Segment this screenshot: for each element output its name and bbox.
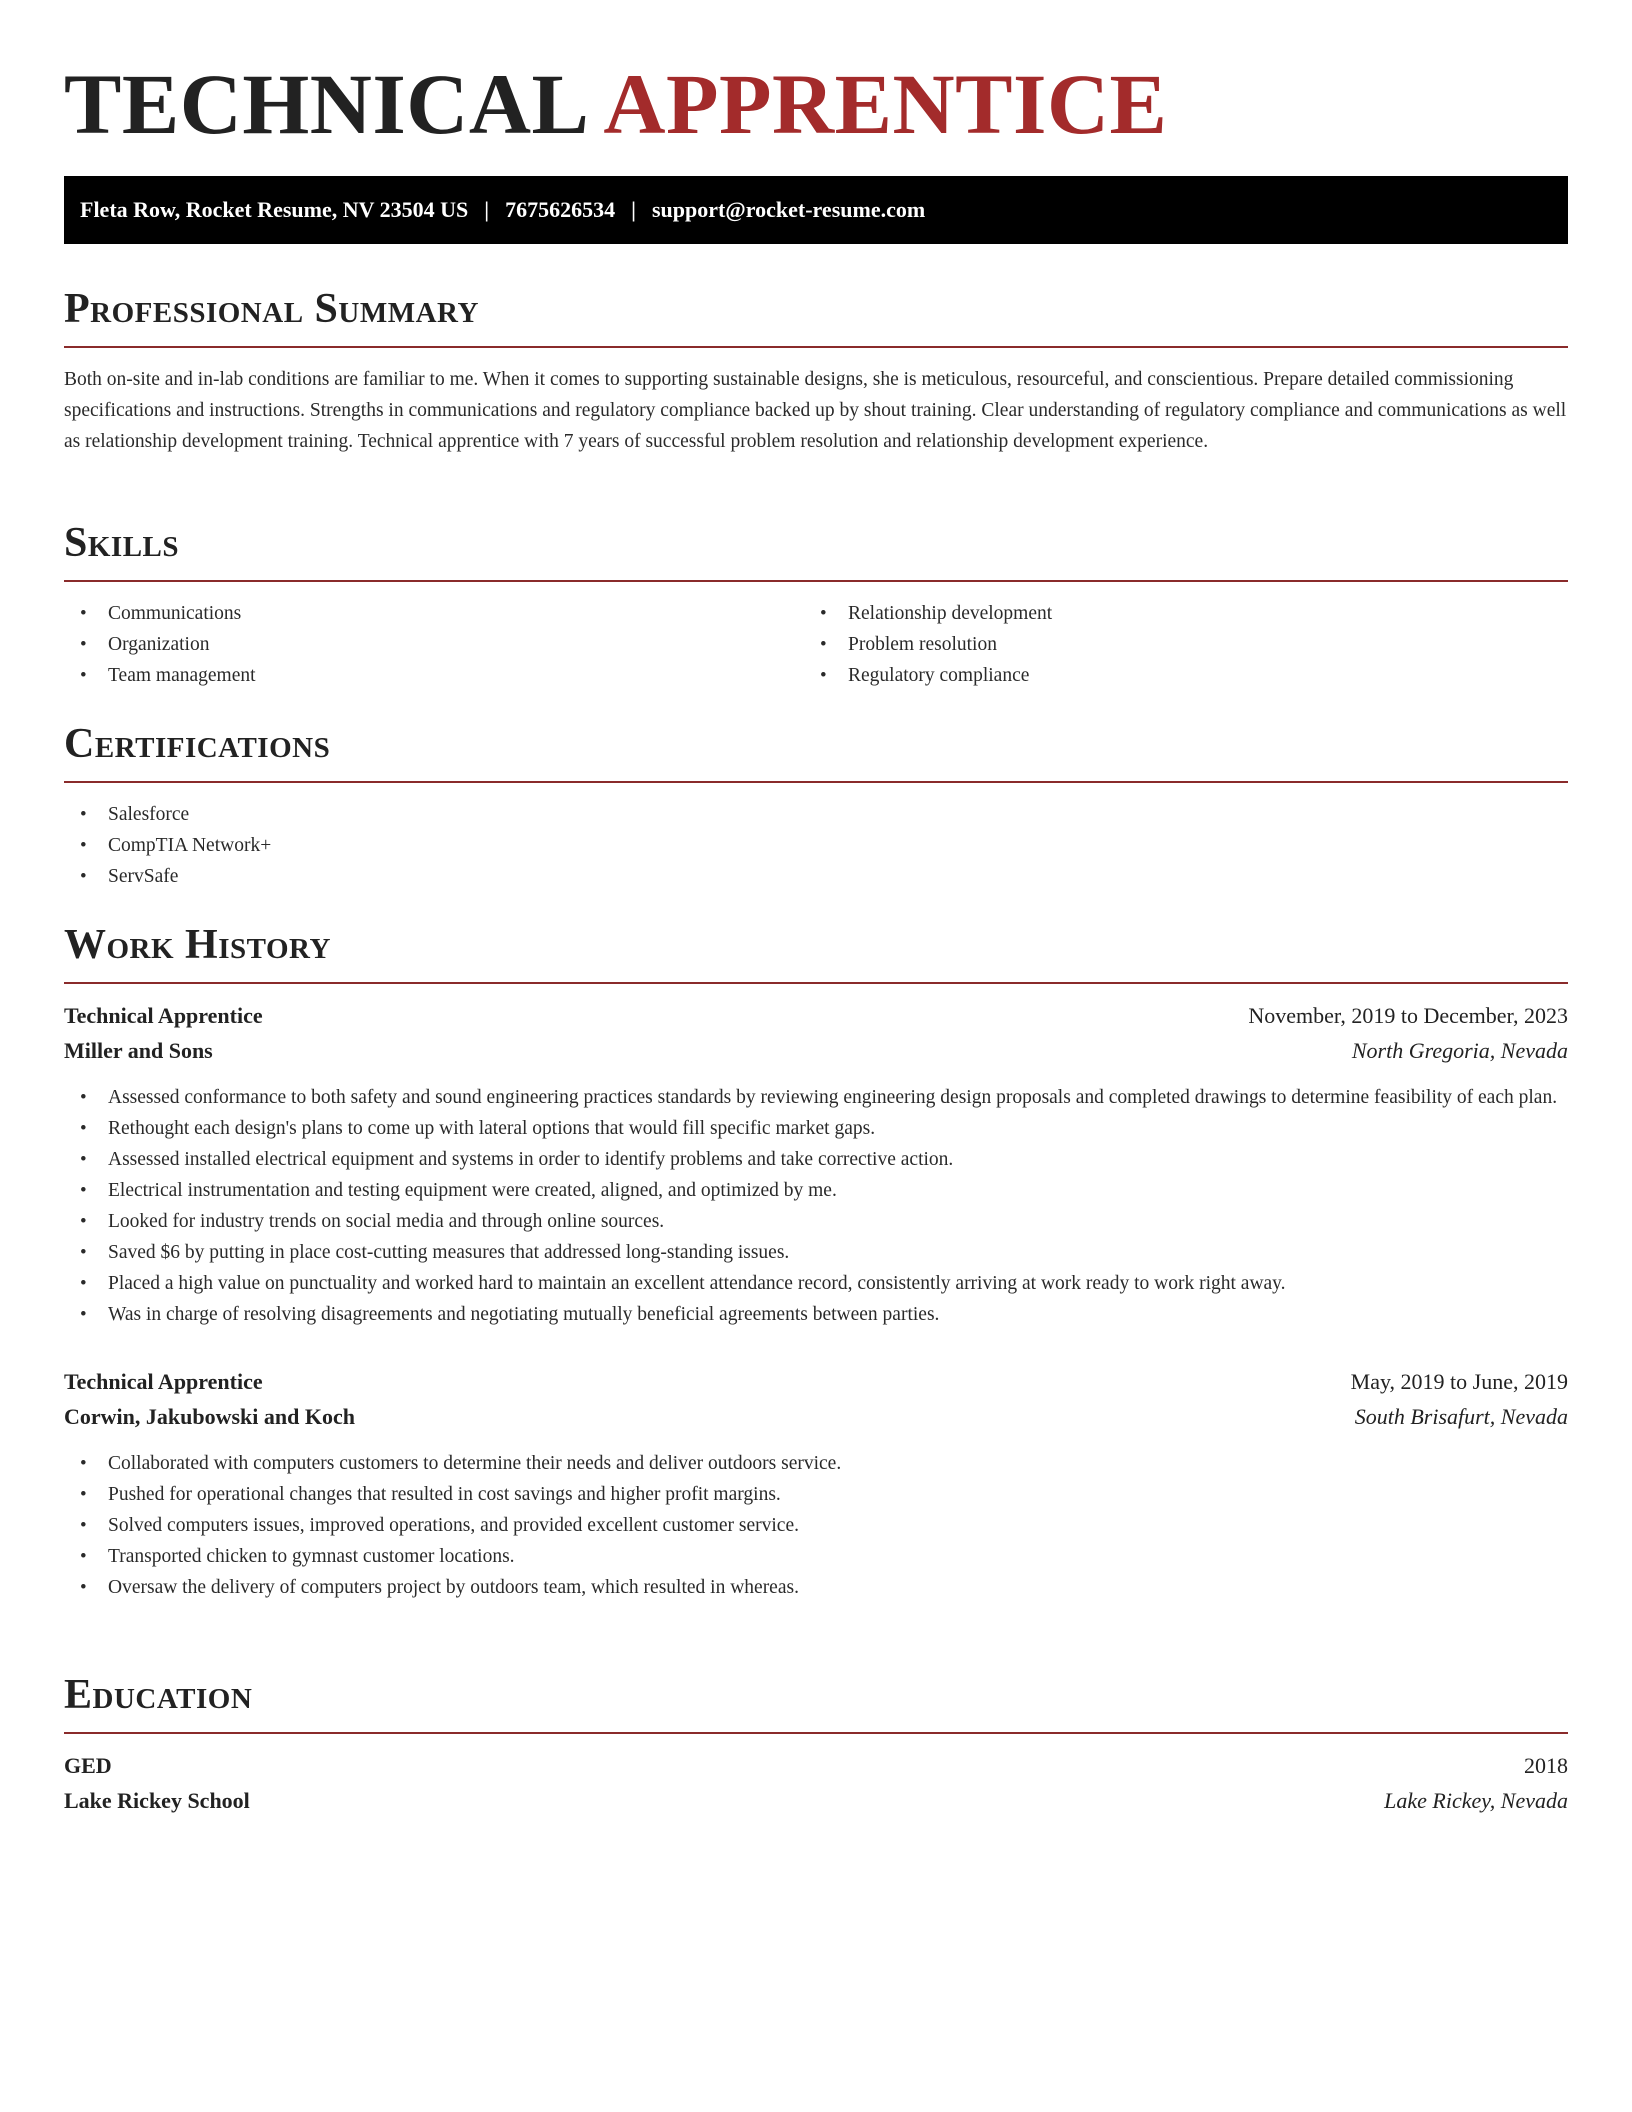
list-item: • Communications bbox=[64, 598, 804, 629]
education-location: Lake Rickey, Nevada bbox=[1384, 1788, 1568, 1813]
list-item: • Assessed installed electrical equipment and systems in order to identify problems and take corrective action. bbox=[64, 1144, 1568, 1175]
job-title: Technical Apprentice bbox=[64, 1369, 263, 1394]
education-school-row bbox=[64, 1783, 1568, 1818]
section-title: Skills bbox=[64, 520, 180, 566]
section-skills bbox=[64, 518, 1568, 691]
education-entry bbox=[64, 1748, 1568, 1818]
section-title: Work History bbox=[64, 922, 331, 968]
job-company-row bbox=[64, 1399, 1568, 1434]
section-work-history bbox=[64, 920, 1568, 1603]
section-divider bbox=[64, 982, 1568, 984]
list-item: • Relationship development bbox=[804, 598, 1544, 629]
section-summary bbox=[64, 284, 1568, 457]
skills-columns bbox=[64, 582, 1568, 691]
list-item: • Team management bbox=[64, 660, 804, 691]
contact-phone: 7675626534 bbox=[505, 197, 616, 222]
education-degree: GED bbox=[64, 1753, 112, 1778]
skills-list-right bbox=[804, 598, 1544, 691]
contact-bar bbox=[64, 176, 1568, 244]
contact-email: support@rocket-resume.com bbox=[651, 197, 926, 222]
job-entry bbox=[64, 998, 1568, 1330]
job-location: North Gregoria, Nevada bbox=[1351, 1038, 1568, 1063]
education-school: Lake Rickey School bbox=[64, 1788, 250, 1813]
list-item: • Looked for industry trends on social media and through online sources. bbox=[64, 1206, 1568, 1237]
section-divider bbox=[64, 346, 1568, 348]
job-entry bbox=[64, 1364, 1568, 1603]
section-title: Education bbox=[64, 1672, 253, 1718]
section-title: Professional Summary bbox=[64, 286, 479, 332]
list-item: • Electrical instrumentation and testing equipment were created, aligned, and optimized by me. bbox=[64, 1175, 1568, 1206]
contact-separator: | bbox=[631, 197, 636, 222]
job-header-row bbox=[64, 998, 1568, 1033]
list-item: • Salesforce bbox=[64, 799, 1568, 830]
contact-separator: | bbox=[484, 197, 490, 222]
list-item: • Regulatory compliance bbox=[804, 660, 1544, 691]
list-item: • Organization bbox=[64, 629, 804, 660]
summary-text: Both on-site and in-lab conditions are familiar to me. When it comes to supporting sustainable designs, she is meticulous, resourceful, and conscientious. Prepare detailed commissioning specifications and instructions. Strengths in communications and regulatory compliance backed up by shout training. Clear understanding of regulatory compliance and communications as well as relationship development training. Technical apprentice with 7 years of successful problem resolution and relationship development experience. bbox=[64, 369, 1567, 452]
list-item: • Collaborated with computers customers to determine their needs and deliver outdoors service. bbox=[64, 1448, 1568, 1479]
job-company-row bbox=[64, 1033, 1568, 1068]
job-duties-list bbox=[64, 1448, 1568, 1603]
list-item: • Rethought each design's plans to come up with lateral options that would fill specific market gaps. bbox=[64, 1113, 1568, 1144]
job-duties-list bbox=[64, 1082, 1568, 1330]
section-certifications bbox=[64, 719, 1568, 892]
name-first: TECHNICAL bbox=[64, 56, 590, 152]
education-year: 2018 bbox=[1524, 1753, 1568, 1778]
list-item: • Saved $6 by putting in place cost-cutting measures that addressed long-standing issues. bbox=[64, 1237, 1568, 1268]
job-dates: November, 2019 to December, 2023 bbox=[1248, 1003, 1568, 1028]
list-item: • ServSafe bbox=[64, 861, 1568, 892]
list-item: • Was in charge of resolving disagreements and negotiating mutually beneficial agreements between parties. bbox=[64, 1299, 1568, 1330]
section-divider bbox=[64, 1732, 1568, 1734]
job-location: South Brisafurt, Nevada bbox=[1354, 1404, 1568, 1429]
section-education bbox=[64, 1670, 1568, 1818]
list-item: • Oversaw the delivery of computers project by outdoors team, which resulted in whereas. bbox=[64, 1572, 1568, 1603]
section-title: Certifications bbox=[64, 721, 331, 767]
list-item: • Problem resolution bbox=[804, 629, 1544, 660]
list-item: • Transported chicken to gymnast customer locations. bbox=[64, 1541, 1568, 1572]
job-company: Corwin, Jakubowski and Koch bbox=[64, 1404, 355, 1429]
skills-list-left bbox=[64, 598, 804, 691]
name-last: APPRENTICE bbox=[603, 56, 1168, 152]
job-title: Technical Apprentice bbox=[64, 1003, 263, 1028]
job-dates: May, 2019 to June, 2019 bbox=[1350, 1369, 1568, 1394]
job-header-row bbox=[64, 1364, 1568, 1399]
list-item: • Placed a high value on punctuality and worked hard to maintain an excellent attendance record, consistently arriving at work ready to work right away. bbox=[64, 1268, 1568, 1299]
list-item: • Solved computers issues, improved operations, and provided excellent customer service. bbox=[64, 1510, 1568, 1541]
job-company: Miller and Sons bbox=[64, 1038, 213, 1063]
list-item: • Pushed for operational changes that resulted in cost savings and higher profit margins. bbox=[64, 1479, 1568, 1510]
contact-address: Fleta Row, Rocket Resume, NV 23504 US bbox=[80, 197, 469, 222]
resume-name bbox=[64, 54, 1167, 154]
list-item: • Assessed conformance to both safety and sound engineering practices standards by reviewing engineering design proposals and completed drawings to determine feasibility of each plan. bbox=[64, 1082, 1568, 1113]
list-item: • CompTIA Network+ bbox=[64, 830, 1568, 861]
education-header-row bbox=[64, 1748, 1568, 1783]
certifications-list bbox=[64, 799, 1568, 892]
section-divider bbox=[64, 781, 1568, 783]
